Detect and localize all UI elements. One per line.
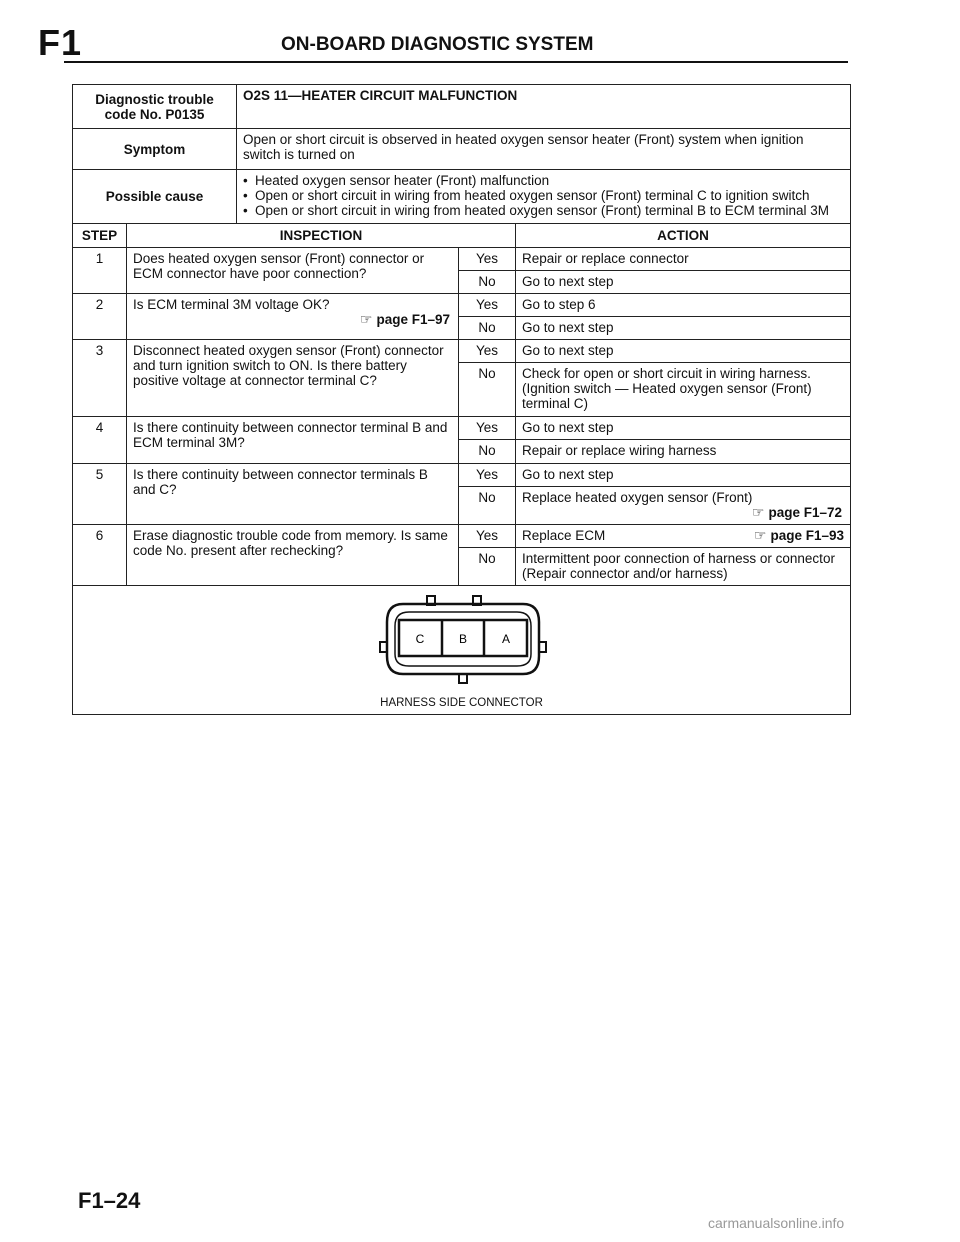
header-rule	[64, 61, 848, 63]
dtc-title-cell	[237, 85, 851, 129]
step-row	[73, 294, 851, 317]
dtc-label	[73, 85, 237, 129]
step-number: 5	[73, 464, 127, 525]
step-row	[73, 248, 851, 271]
connector-key	[459, 674, 467, 683]
step-inspection: Is there continuity between connector terminal B and ECM terminal 3M?	[127, 417, 459, 464]
yes-label: Yes	[459, 417, 516, 440]
step-inspection-cell	[127, 294, 459, 340]
step-number: 2	[73, 294, 127, 340]
dtc-label-line2: code No. P0135	[104, 106, 205, 122]
yes-label: Yes	[459, 464, 516, 487]
no-label: No	[459, 548, 516, 586]
possible-cause-item: • Open or short circuit in wiring from heated oxygen sensor (Front) terminal B to ECM terminal 3M	[243, 203, 844, 218]
column-header-action: ACTION	[516, 224, 851, 248]
yes-action: Repair or replace connector	[516, 248, 851, 271]
no-label: No	[459, 440, 516, 464]
page-reference	[754, 528, 844, 543]
no-action: Check for open or short circuit in wiring harness. (Ignition switch — Heated oxygen sensor (Front) terminal C)	[516, 363, 851, 417]
step-number: 4	[73, 417, 127, 464]
pointing-hand-icon: ☞	[753, 527, 767, 543]
connector-caption: HARNESS SIDE CONNECTOR	[380, 697, 543, 709]
watermark: carmanualsonline.info	[708, 1215, 845, 1231]
connector-diagram-row	[73, 586, 851, 715]
step-row	[73, 525, 851, 548]
page-reference-text: page F1–72	[768, 505, 843, 520]
symptom-row	[73, 129, 851, 170]
no-action: Repair or replace wiring harness	[516, 440, 851, 464]
yes-label: Yes	[459, 248, 516, 271]
yes-label: Yes	[459, 525, 516, 548]
no-label: No	[459, 271, 516, 294]
dtc-title: O2S 11—HEATER CIRCUIT MALFUNCTION	[243, 88, 518, 103]
step-row	[73, 464, 851, 487]
yes-action: Go to next step	[516, 340, 851, 363]
page-reference	[133, 312, 452, 327]
dtc-row	[73, 85, 851, 129]
yes-action: Go to next step	[516, 417, 851, 440]
step-row	[73, 340, 851, 363]
pointing-hand-icon: ☞	[359, 311, 373, 327]
diagnostic-table	[72, 84, 851, 715]
terminal-label: A	[501, 632, 511, 646]
step-number: 3	[73, 340, 127, 417]
step-inspection: Disconnect heated oxygen sensor (Front) connector and turn ignition switch to ON. Is there battery positive voltage at connector terminal C?	[127, 340, 459, 417]
terminal-label: C	[415, 632, 425, 646]
connector-diagram-cell	[73, 586, 851, 715]
page-reference-text: page F1–97	[376, 312, 451, 327]
no-action-cell	[516, 487, 851, 525]
no-label: No	[459, 363, 516, 417]
column-header-step: STEP	[73, 224, 127, 248]
yes-action: Go to step 6	[516, 294, 851, 317]
pointing-hand-icon: ☞	[751, 504, 765, 520]
yes-label: Yes	[459, 294, 516, 317]
step-inspection: Does heated oxygen sensor (Front) connector or ECM connector have poor connection?	[127, 248, 459, 294]
terminal-label: B	[458, 632, 468, 646]
column-header-inspection: INSPECTION	[127, 224, 516, 248]
yes-action: Go to next step	[516, 464, 851, 487]
no-action: Go to next step	[516, 271, 851, 294]
no-label: No	[459, 487, 516, 525]
page-number: F1–24	[78, 1188, 141, 1213]
possible-cause-item: • Heated oxygen sensor heater (Front) malfunction	[243, 173, 844, 188]
yes-action: Replace ECM	[522, 528, 606, 543]
step-number: 1	[73, 248, 127, 294]
yes-label: Yes	[459, 340, 516, 363]
symptom-label: Symptom	[73, 129, 237, 170]
possible-cause-row	[73, 170, 851, 224]
page-title: ON-BOARD DIAGNOSTIC SYSTEM	[281, 34, 594, 55]
step-inspection: Is ECM terminal 3M voltage OK?	[133, 297, 330, 312]
possible-cause-list	[243, 173, 844, 218]
possible-cause-item: • Open or short circuit in wiring from heated oxygen sensor (Front) terminal C to ignition switch	[243, 188, 844, 203]
section-code: F1	[38, 22, 83, 63]
page-reference	[522, 505, 844, 520]
step-inspection: Erase diagnostic trouble code from memory. Is same code No. present after rechecking?	[127, 525, 459, 586]
dtc-label-line1: Diagnostic trouble	[95, 91, 214, 107]
no-action: Replace heated oxygen sensor (Front)	[522, 490, 753, 505]
step-number: 6	[73, 525, 127, 586]
no-label: No	[459, 317, 516, 340]
step-inspection: Is there continuity between connector terminals B and C?	[127, 464, 459, 525]
possible-cause-cell	[237, 170, 851, 224]
yes-action-cell	[516, 525, 851, 548]
no-action: Intermittent poor connection of harness or connector (Repair connector and/or harness)	[516, 548, 851, 586]
symptom-text: Open or short circuit is observed in heated oxygen sensor heater (Front) system when ignition switch is turned on	[237, 129, 851, 170]
no-action: Go to next step	[516, 317, 851, 340]
possible-cause-label: Possible cause	[73, 170, 237, 224]
page-header	[0, 0, 960, 66]
step-row	[73, 417, 851, 440]
harness-connector-diagram	[363, 592, 563, 694]
column-header-row	[73, 224, 851, 248]
page-reference-text: page F1–93	[770, 528, 845, 543]
